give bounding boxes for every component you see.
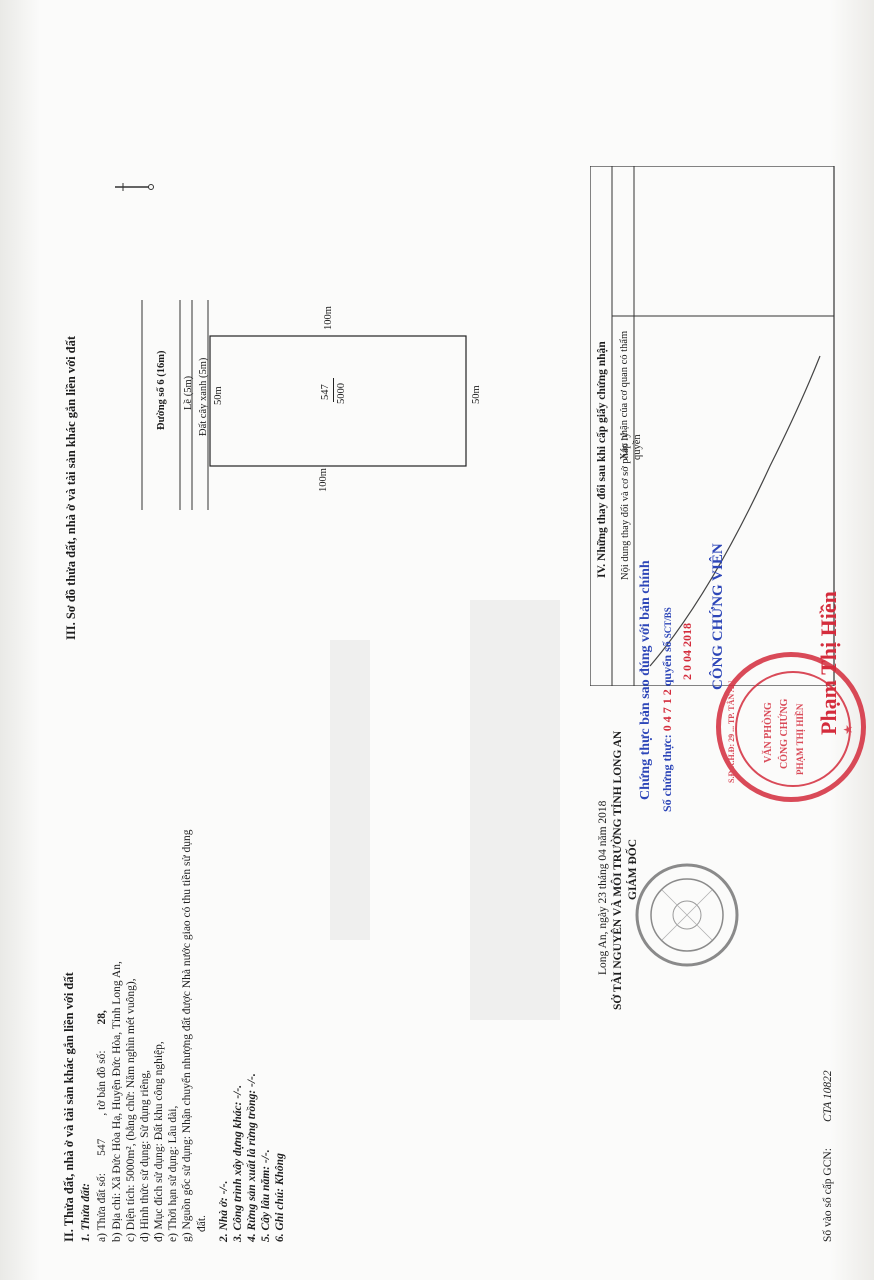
notary-name: Phạm Thị Hiền [816, 591, 841, 735]
register-value: CTA 10822 [822, 1070, 834, 1122]
use-term-line: e) Thời hạn sử dụng: Lâu dài, [167, 1105, 179, 1242]
parcel-fraction-line [333, 378, 334, 402]
seal-star: ★ [841, 724, 855, 735]
section3-title: III. Sơ đồ thửa đất, nhà ở và tài sản khác gắn liền với đất [64, 335, 78, 640]
table-header-confirmation: Xác nhận của cơ quan có thẩm quyền [619, 330, 643, 460]
map-sheet-value: 28, [96, 1010, 108, 1025]
use-form-line: d) Hình thức sử dụng: Sử dụng riêng, [139, 1069, 151, 1242]
item4-forest: 4. Rừng sản xuất là rừng trồng: -/-. [246, 1073, 258, 1242]
notary-certified-copy: Chứng thực bản sao đúng với bản chính [638, 560, 653, 800]
seal-ring-text: S.Đ.K.H.Đ: 29 ... TP. TÂN AN [727, 680, 736, 783]
notary-number-value: 0 4 7 1 2 [660, 689, 674, 732]
parcel-number-label: a) Thửa đất số: [96, 1173, 108, 1242]
north-arrow-icon [115, 182, 155, 192]
address-line: b) Địa chỉ: Xã Đức Hòa Hạ, Huyện Đức Hòa, Tỉnh Long An, [111, 961, 123, 1242]
parcel-sketch [130, 300, 490, 600]
director-title: GIÁM ĐỐC [627, 838, 639, 900]
background-show-through [470, 600, 560, 1020]
parcel-number-line [96, 1010, 108, 1242]
register-label: Số vào sổ cấp GCN: [822, 1148, 834, 1242]
road-label: Đường số 6 (16m) [156, 350, 167, 430]
dimension-top: 50m [213, 386, 224, 405]
agency-seal [632, 860, 742, 970]
item2-house: 2. Nhà ở: -/-. [218, 1180, 230, 1242]
area-line: c) Diện tích: 5000m², (bằng chữ: Năm nghìn mét vuông), [125, 978, 137, 1242]
seal-text-3: PHẠM THỊ HIỀN [795, 703, 805, 775]
notary-book-value: SCT/BS [663, 607, 673, 639]
parcel-area-label: 5000 [336, 383, 347, 404]
map-sheet-label: , tờ bản đồ số: [96, 1050, 108, 1116]
dimension-bottom: 50m [471, 385, 482, 404]
seal-text-1: VĂN PHÒNG [763, 702, 774, 763]
dimension-right: 100m [323, 306, 334, 330]
seal-text-2: CÔNG CHỨNG [779, 698, 790, 769]
origin-line-2: đất. [196, 1215, 208, 1232]
notary-number-line [660, 607, 675, 812]
notary-book-label: quyển số [660, 641, 674, 687]
parcel-number-value: 547 [96, 1138, 108, 1156]
notary-title: CÔNG CHỨNG VIÊN [710, 543, 726, 690]
section2-title: II. Thửa đất, nhà ở và tài sản khác gắn liền với đất [62, 972, 76, 1242]
notary-date: 2 0 04 2018 [680, 623, 694, 680]
table-header-changes: Nội dung thay đổi và cơ sở pháp lý [620, 432, 631, 580]
green-strip-label: Đất cây xanh (5m) [198, 357, 209, 436]
signing-date: Long An, ngày 23 tháng 04 năm 2018 [597, 800, 609, 975]
item5-perennial: 5. Cây lâu năm: -/-. [260, 1149, 272, 1242]
sidewalk-label: Lề (5m) [183, 375, 194, 410]
parcel-number-label: 547 [320, 384, 331, 400]
use-purpose-line: đ) Mục đích sử dụng: Đất khu công nghiệp, [153, 1041, 165, 1242]
item6-notes: 6. Ghi chú: Không [274, 1153, 286, 1242]
origin-line: g) Nguồn gốc sử dụng: Nhận chuyển nhượng đất được Nhà nước giao có thu tiền sử dụng [181, 829, 193, 1242]
item3-construction: 3. Công trình xây dựng khác: -/-. [232, 1084, 244, 1242]
section4-title: IV. Những thay đổi sau khi cấp giấy chứng nhận [596, 341, 608, 578]
issuing-agency: SỞ TÀI NGUYÊN VÀ MÔI TRƯỜNG TỈNH LONG AN [612, 730, 624, 1010]
notary-number-label: Số chứng thực: [660, 734, 674, 812]
dimension-left: 100m [318, 468, 329, 492]
background-show-through-2 [330, 640, 370, 940]
item1-title: 1. Thửa đất: [80, 1183, 92, 1242]
notary-seal [716, 652, 866, 802]
